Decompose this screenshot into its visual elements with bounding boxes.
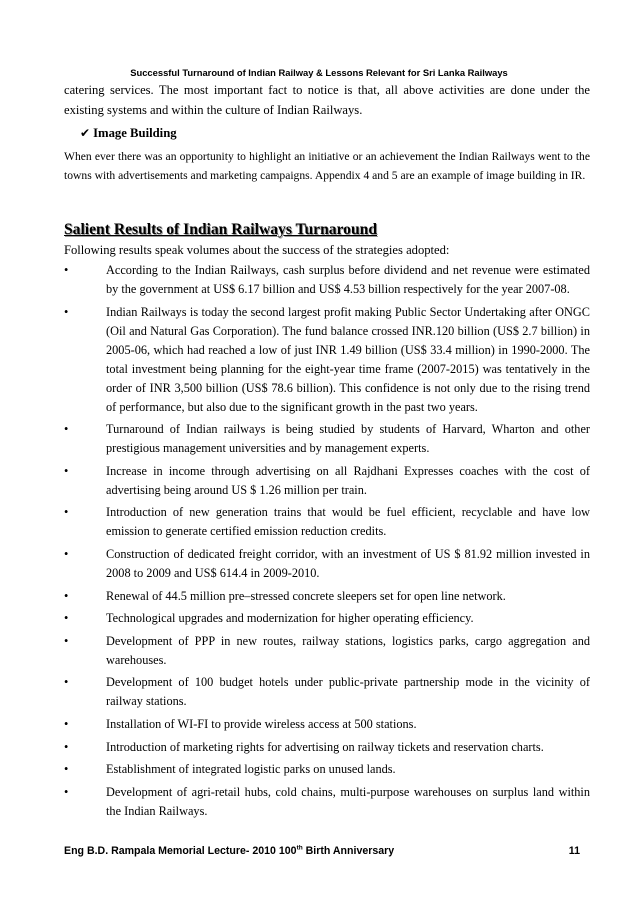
list-item-text: According to the Indian Railways, cash surplus before dividend and net revenue were estimated by the government at US$ 6.17 billion and US$ 4.53 billion respectively for the year 2007-08. [106, 263, 590, 296]
list-item [64, 738, 590, 757]
bullet-icon: • [64, 546, 69, 561]
list-item-text: Renewal of 44.5 million pre–stressed concrete sleepers set for open line network. [106, 588, 506, 603]
bullet-icon: • [64, 505, 69, 520]
list-item [64, 503, 590, 541]
footer-superscript: th [296, 844, 303, 852]
image-building-paragraph: When ever there was an opportunity to highlight an initiative or an achievement the Indian Railways went to the towns with advertisements and marketing campaigns. Appendix 4 and 5 are an example of image building in IR. [64, 150, 590, 182]
bullet-icon: • [64, 611, 69, 626]
list-item [64, 609, 590, 628]
list-item-text: Introduction of new generation trains that would be fuel efficient, recyclable and have low emission to generate certified emission reduction credits. [106, 505, 590, 539]
image-building-heading [80, 124, 177, 142]
bullet-icon: • [64, 588, 69, 603]
bullet-icon: • [64, 422, 69, 437]
image-building-title: Image Building [93, 126, 177, 140]
section-heading: Salient Results of Indian Railways Turnaround [64, 221, 377, 238]
checkmark-icon: ✔ [80, 126, 91, 140]
bullet-icon: • [64, 784, 69, 799]
bullet-icon: • [64, 762, 69, 777]
list-item [64, 632, 590, 670]
bullet-icon: • [64, 739, 69, 754]
list-item [64, 420, 590, 458]
list-item-text: Indian Railways is today the second largest profit making Public Sector Undertaking after ONGC (Oil and Natural Gas Corporation). The fund balance crossed INR.120 billion (US$ 2.7 billion) in 2005-06, which had reached a low of just INR 1.49 billion (US$ 33.4 million) in 1990-2000. The total investment being planning for the eight-year time frame (2007-2015) was tentatively in the order of INR 3,500 billion (US$ 78.6 billion). This confidence is not only due to the rising trend of performance, but also due to the significant growth in the past two years. [106, 304, 590, 414]
list-item [64, 715, 590, 734]
bullet-icon: • [64, 263, 69, 277]
list-item-text: Development of agri-retail hubs, cold chains, multi-purpose warehouses on surplus land within the Indian Railways. [106, 784, 590, 818]
list-item [64, 261, 590, 299]
running-header: Successful Turnaround of Indian Railway & Lessons Relevant for Sri Lanka Railways [130, 67, 508, 78]
list-item-text: Increase in income through advertising on all Rajdhani Expresses coaches with the cost of advertising being around US $ 1.26 million per train. [106, 463, 590, 497]
list-item [64, 462, 590, 500]
list-item-text: Introduction of marketing rights for advertising on railway tickets and reservation charts. [106, 739, 544, 754]
results-list [64, 261, 590, 824]
list-item-text: Installation of WI-FI to provide wireless access at 500 stations. [106, 716, 417, 731]
footer-text-main: Eng B.D. Rampala Memorial Lecture- 2010 100 [64, 845, 297, 857]
list-item [64, 545, 590, 583]
list-item-text: Development of PPP in new routes, railway stations, logistics parks, cargo aggregation and warehouses. [106, 633, 590, 667]
footer-text-tail: Birth Anniversary [302, 845, 395, 857]
list-item [64, 303, 590, 417]
footer-text [64, 845, 394, 857]
bullet-icon: • [64, 716, 69, 731]
bullet-icon: • [64, 304, 69, 319]
list-item-text: Establishment of integrated logistic parks on unused lands. [106, 762, 396, 777]
list-item [64, 760, 590, 779]
bullet-icon: • [64, 463, 69, 478]
list-item-text: Development of 100 budget hotels under public-private partnership mode in the vicinity of railway stations. [106, 675, 590, 709]
list-item-text: Construction of dedicated freight corridor, with an investment of US $ 81.92 million invested in 2008 to 2009 and US$ 614.4 in 2009-2010. [106, 546, 590, 580]
results-lead: Following results speak volumes about the success of the strategies adopted: [64, 243, 450, 257]
bullet-icon: • [64, 675, 69, 690]
list-item [64, 587, 590, 606]
list-item-text: Turnaround of Indian railways is being studied by students of Harvard, Wharton and other prestigious management universities and by management experts. [106, 422, 590, 456]
bullet-icon: • [64, 633, 69, 648]
page-number: 11 [568, 845, 580, 857]
list-item-text: Technological upgrades and modernization for higher operating efficiency. [106, 611, 474, 626]
list-item [64, 783, 590, 821]
page-footer [64, 844, 590, 858]
intro-paragraph: catering services. The most important fact to notice is that, all above activities are done under the existing systems and within the culture of Indian Railways. [64, 83, 590, 117]
list-item [64, 673, 590, 711]
